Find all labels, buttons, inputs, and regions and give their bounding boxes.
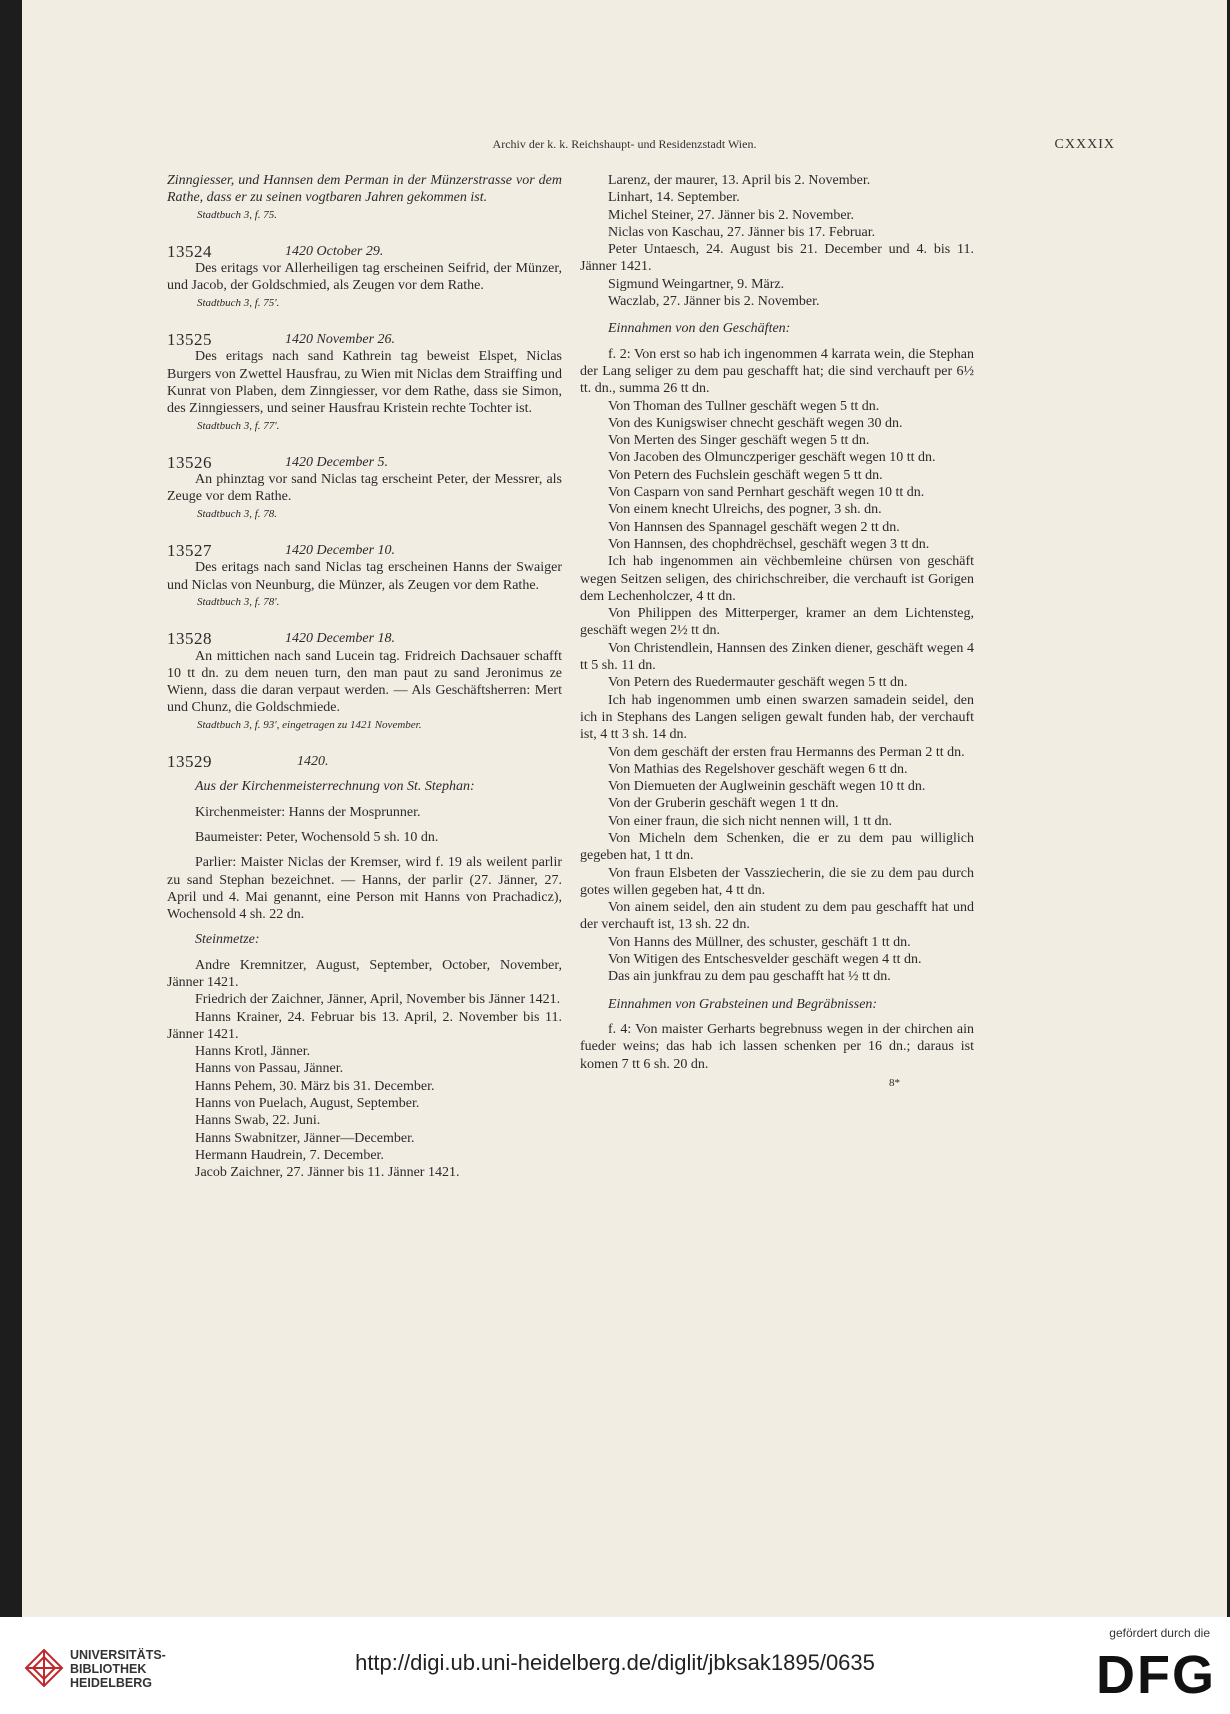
staff-line: Friedrich der Zaichner, Jänner, April, November bis Jänner 1421.: [195, 992, 561, 1008]
section-heading-grabsteine: Einnahmen von Grabsteinen und Begräbnissen:: [608, 996, 878, 1012]
section-heading-geschaefte: Einnahmen von den Geschäften:: [608, 321, 791, 337]
entry-13528: [167, 630, 562, 734]
entry-number: 13528: [167, 629, 212, 649]
income-item: Von fraun Elsbeten der Vassziecherin, die sie zu dem pau durch gotes willen gegeben hat, 4 tt dn.: [580, 865, 974, 898]
funded-by-label: gefördert durch die: [1109, 1626, 1210, 1640]
entry-text: Des eritags nach sand Niclas tag erscheinen Hanns der Swaiger und Niclas von Neunburg, die Münzer, als Zeugen vor dem Rathe.: [167, 560, 562, 593]
income-item: Von Petern des Fuchslein geschäft wegen 5 tt dn.: [608, 467, 883, 483]
signature-mark: 8*: [889, 1076, 900, 1089]
staff-line: Jacob Zaichner, 27. Jänner bis 11. Jänner 1421.: [195, 1165, 460, 1181]
staff-line: Waczlab, 27. Jänner bis 2. November.: [608, 294, 820, 310]
staff-line: Hanns Krainer, 24. Februar bis 13. April, 2. November bis 11. Jänner 1421.: [167, 1009, 562, 1042]
staff-line: Hanns Krotl, Jänner.: [195, 1044, 311, 1060]
income-item: Von Diemueten der Auglweinin geschäft wegen 10 tt dn.: [608, 779, 926, 795]
entry-13527: [167, 542, 562, 611]
income-item: Von einer fraun, die sich nicht nennen will, 1 tt dn.: [608, 813, 892, 829]
income-item: Von Hanns des Müllner, des schuster, geschäft 1 tt dn.: [608, 934, 911, 950]
income-item: f. 2: Von erst so hab ich ingenommen 4 karrata wein, die Stephan der Lang seliger zu dem pau geschafft hat; die sind verchauft per 6½ tt. dn., summa 26 tt dn.: [580, 346, 974, 397]
income-item: Von Petern des Ruedermauter geschäft wegen 5 tt dn.: [608, 675, 908, 691]
intro-source: Stadtbuch 3, f. 75.: [197, 208, 278, 221]
entry-text: An mittichen nach sand Lucein tag. Fridreich Dachsauer schafft 10 tt dn. zu dem neuen turn, den man paut zu sand Jeronimus ze Wienn, dass die daran verpaut werden. — Als Geschäftsherren: Mert und Chunz, die Goldschmiede.: [167, 648, 562, 716]
entry-source: Stadtbuch 3, f. 75'.: [197, 296, 280, 309]
kirchenmeister-line: Kirchenmeister: Hanns der Mosprunner.: [195, 804, 421, 820]
income-item: Von Jacoben des Olmunczperiger geschäft wegen 10 tt dn.: [608, 450, 936, 466]
staff-line: Linhart, 14. September.: [608, 190, 740, 206]
page-number: CXXXIX: [1054, 137, 1115, 152]
staff-line: Sigmund Weingartner, 9. März.: [608, 276, 785, 292]
staff-line: Hanns von Puelach, August, September.: [195, 1096, 420, 1112]
entry-source: Stadtbuch 3, f. 78.: [197, 507, 278, 520]
income-item: Von Witigen des Entschesvelder geschäft wegen 4 tt dn.: [608, 952, 922, 968]
account-title: Aus der Kirchenmeisterrechnung von St. Stephan:: [195, 779, 475, 795]
staff-line: Hanns Swab, 22. Juni.: [195, 1113, 321, 1129]
entry-date: 1420 December 5.: [285, 454, 389, 470]
left-column: [167, 172, 562, 1182]
income-item: Von einem knecht Ulreichs, des pogner, 3 sh. dn.: [608, 502, 882, 518]
entry-text: Des eritags nach sand Kathrein tag beweist Elspet, Niclas Burgers von Zwettel Hausfrau, zu Wien mit Niclas dem Straiffing und Kunrat von Plaben, dem Zinngiesser, vor dem Rathe, dass sie Simon, des Zinngiessers, und seiner Hausfrau Kristein rechte Tochter ist.: [167, 349, 562, 417]
entry-number: 13524: [167, 241, 212, 261]
income-item: Von der Gruberin geschäft wegen 1 tt dn.: [608, 796, 839, 812]
entry-date: 1420 November 26.: [285, 332, 396, 348]
income-item: Von Casparn von sand Pernhart geschäft wegen 10 tt dn.: [608, 485, 925, 501]
entry-text: Des eritags vor Allerheiligen tag erscheinen Seifrid, der Münzer, und Jacob, der Goldschmied, als Zeugen vor dem Rathe.: [167, 261, 562, 294]
entry-date: 1420 December 18.: [285, 631, 396, 647]
income-item: Von Merten des Singer geschäft wegen 5 tt dn.: [608, 433, 870, 449]
entry-number: 13527: [167, 541, 212, 561]
entry-source: Stadtbuch 3, f. 93', eingetragen zu 1421 November.: [197, 718, 422, 731]
entry-number: 13526: [167, 452, 212, 472]
staff-line: Michel Steiner, 27. Jänner bis 2. November.: [608, 207, 854, 223]
income-item: Von Hannsen, des chophdrëchsel, geschäft wegen 3 tt dn.: [608, 536, 930, 552]
entry-13525: [167, 331, 562, 435]
income-item: Von dem geschäft der ersten frau Hermanns des Perman 2 tt dn.: [608, 744, 965, 760]
steinmetze-heading: Steinmetze:: [195, 932, 260, 948]
entry-date: 1420 October 29.: [285, 243, 384, 259]
entry-13526: [167, 454, 562, 523]
income-item: Von Christendlein, Hannsen des Zinken diener, geschäft wegen 4 tt 5 sh. 11 dn.: [580, 640, 974, 674]
income-item: Von Micheln dem Schenken, die er zu dem pau williglich gegeben hat, 1 tt dn.: [580, 830, 974, 864]
entry-number: 13525: [167, 330, 212, 350]
entry-source: Stadtbuch 3, f. 78'.: [197, 595, 280, 608]
entry-13524: [167, 243, 562, 312]
income-item: f. 4: Von maister Gerharts begrebnuss wegen in der chirchen ain fueder weins; das hab ich lassen schenken per 16 dn.; daraus ist komen 7 tt 6 sh. 20 dn.: [580, 1021, 974, 1072]
intro-text: Zinngiesser, und Hannsen dem Perman in der Münzerstrasse vor dem Rathe, dass er zu seinen vogtbaren Jahren gekommen ist.: [167, 173, 562, 206]
income-item: Von Mathias des Regelshover geschäft wegen 6 tt dn.: [608, 761, 908, 777]
staff-line: Peter Untaesch, 24. August bis 21. December und 4. bis 11. Jänner 1421.: [580, 242, 974, 275]
entry-source: Stadtbuch 3, f. 77'.: [197, 419, 280, 432]
staff-line: Hanns von Passau, Jänner.: [195, 1061, 344, 1077]
parlier-line: Parlier: Maister Niclas der Kremser, wird f. 19 als weilent parlir zu sand Stephan bezeichnet. — Hanns, der parlir (27. Jänner, 27. April und 4. Mai genannt, eine Person mit Hanns von Prachadicz), Wochensold 4 sh. 22 dn.: [167, 855, 562, 923]
entry-13529: [167, 753, 562, 1182]
income-item: Von Philippen des Mitterperger, kramer an dem Lichtensteg, geschäft wegen 2½ tt dn.: [580, 606, 974, 639]
scanned-page: [22, 0, 1227, 1617]
income-item: Von des Kunigswiser chnecht geschäft wegen 30 dn.: [608, 415, 903, 431]
dfg-logo[interactable]: DFG: [1096, 1645, 1216, 1705]
income-item: Ich hab ingenommen umb einen swarzen samadein seidel, den ich in Stephans des Langen seligen gewalt funden hab, der verchauft ist, 4 tt 3 sh. 14 dn.: [580, 692, 974, 743]
income-item: Von ainem seidel, den ain student zu dem pau geschafft hat und der verchauft ist, 13 sh. 22 dn.: [580, 900, 974, 933]
permalink[interactable]: http://digi.ub.uni-heidelberg.de/diglit/jbksak1895/0635: [355, 1650, 875, 1675]
entry-date: 1420 December 10.: [285, 543, 396, 559]
right-column: [580, 172, 974, 1092]
entry-text: An phinztag vor sand Niclas tag erscheint Peter, der Messrer, als Zeuge vor dem Rathe.: [167, 472, 562, 505]
running-title: Archiv der k. k. Reichshaupt- und Residenzstadt Wien.: [492, 137, 757, 151]
staff-line: Andre Kremnitzer, August, September, October, November, Jänner 1421.: [167, 957, 562, 990]
income-item: Von Thoman des Tullner geschäft wegen 5 tt dn.: [608, 398, 880, 414]
library-name[interactable]: UNIVERSITÄTS- BIBLIOTHEK HEIDELBERG: [70, 1648, 166, 1690]
baumeister-line: Baumeister: Peter, Wochensold 5 sh. 10 dn.: [195, 829, 439, 845]
income-item: Das ain junkfrau zu dem pau geschafft hat ½ tt dn.: [608, 969, 891, 985]
entry-number: 13529: [167, 752, 212, 772]
income-item: Von Hannsen des Spannagel geschäft wegen 2 tt dn.: [608, 519, 900, 535]
staff-line: Larenz, der maurer, 13. April bis 2. November.: [608, 173, 871, 188]
staff-line: Hanns Pehem, 30. März bis 31. December.: [195, 1078, 435, 1094]
entry-date: 1420.: [297, 754, 329, 770]
staff-line: Hanns Swabnitzer, Jänner—December.: [195, 1130, 415, 1146]
staff-line: Niclas von Kaschau, 27. Jänner bis 17. Februar.: [608, 224, 876, 240]
staff-line: Hermann Haudrein, 7. December.: [195, 1147, 384, 1163]
income-item: Ich hab ingenommen ain vëchbemleine chürsen von geschäft wegen Seitzen seligen, des chirichschreiber, die verchauft ist Gorigen dem Lechenholczer, 4 tt dn.: [580, 554, 974, 604]
